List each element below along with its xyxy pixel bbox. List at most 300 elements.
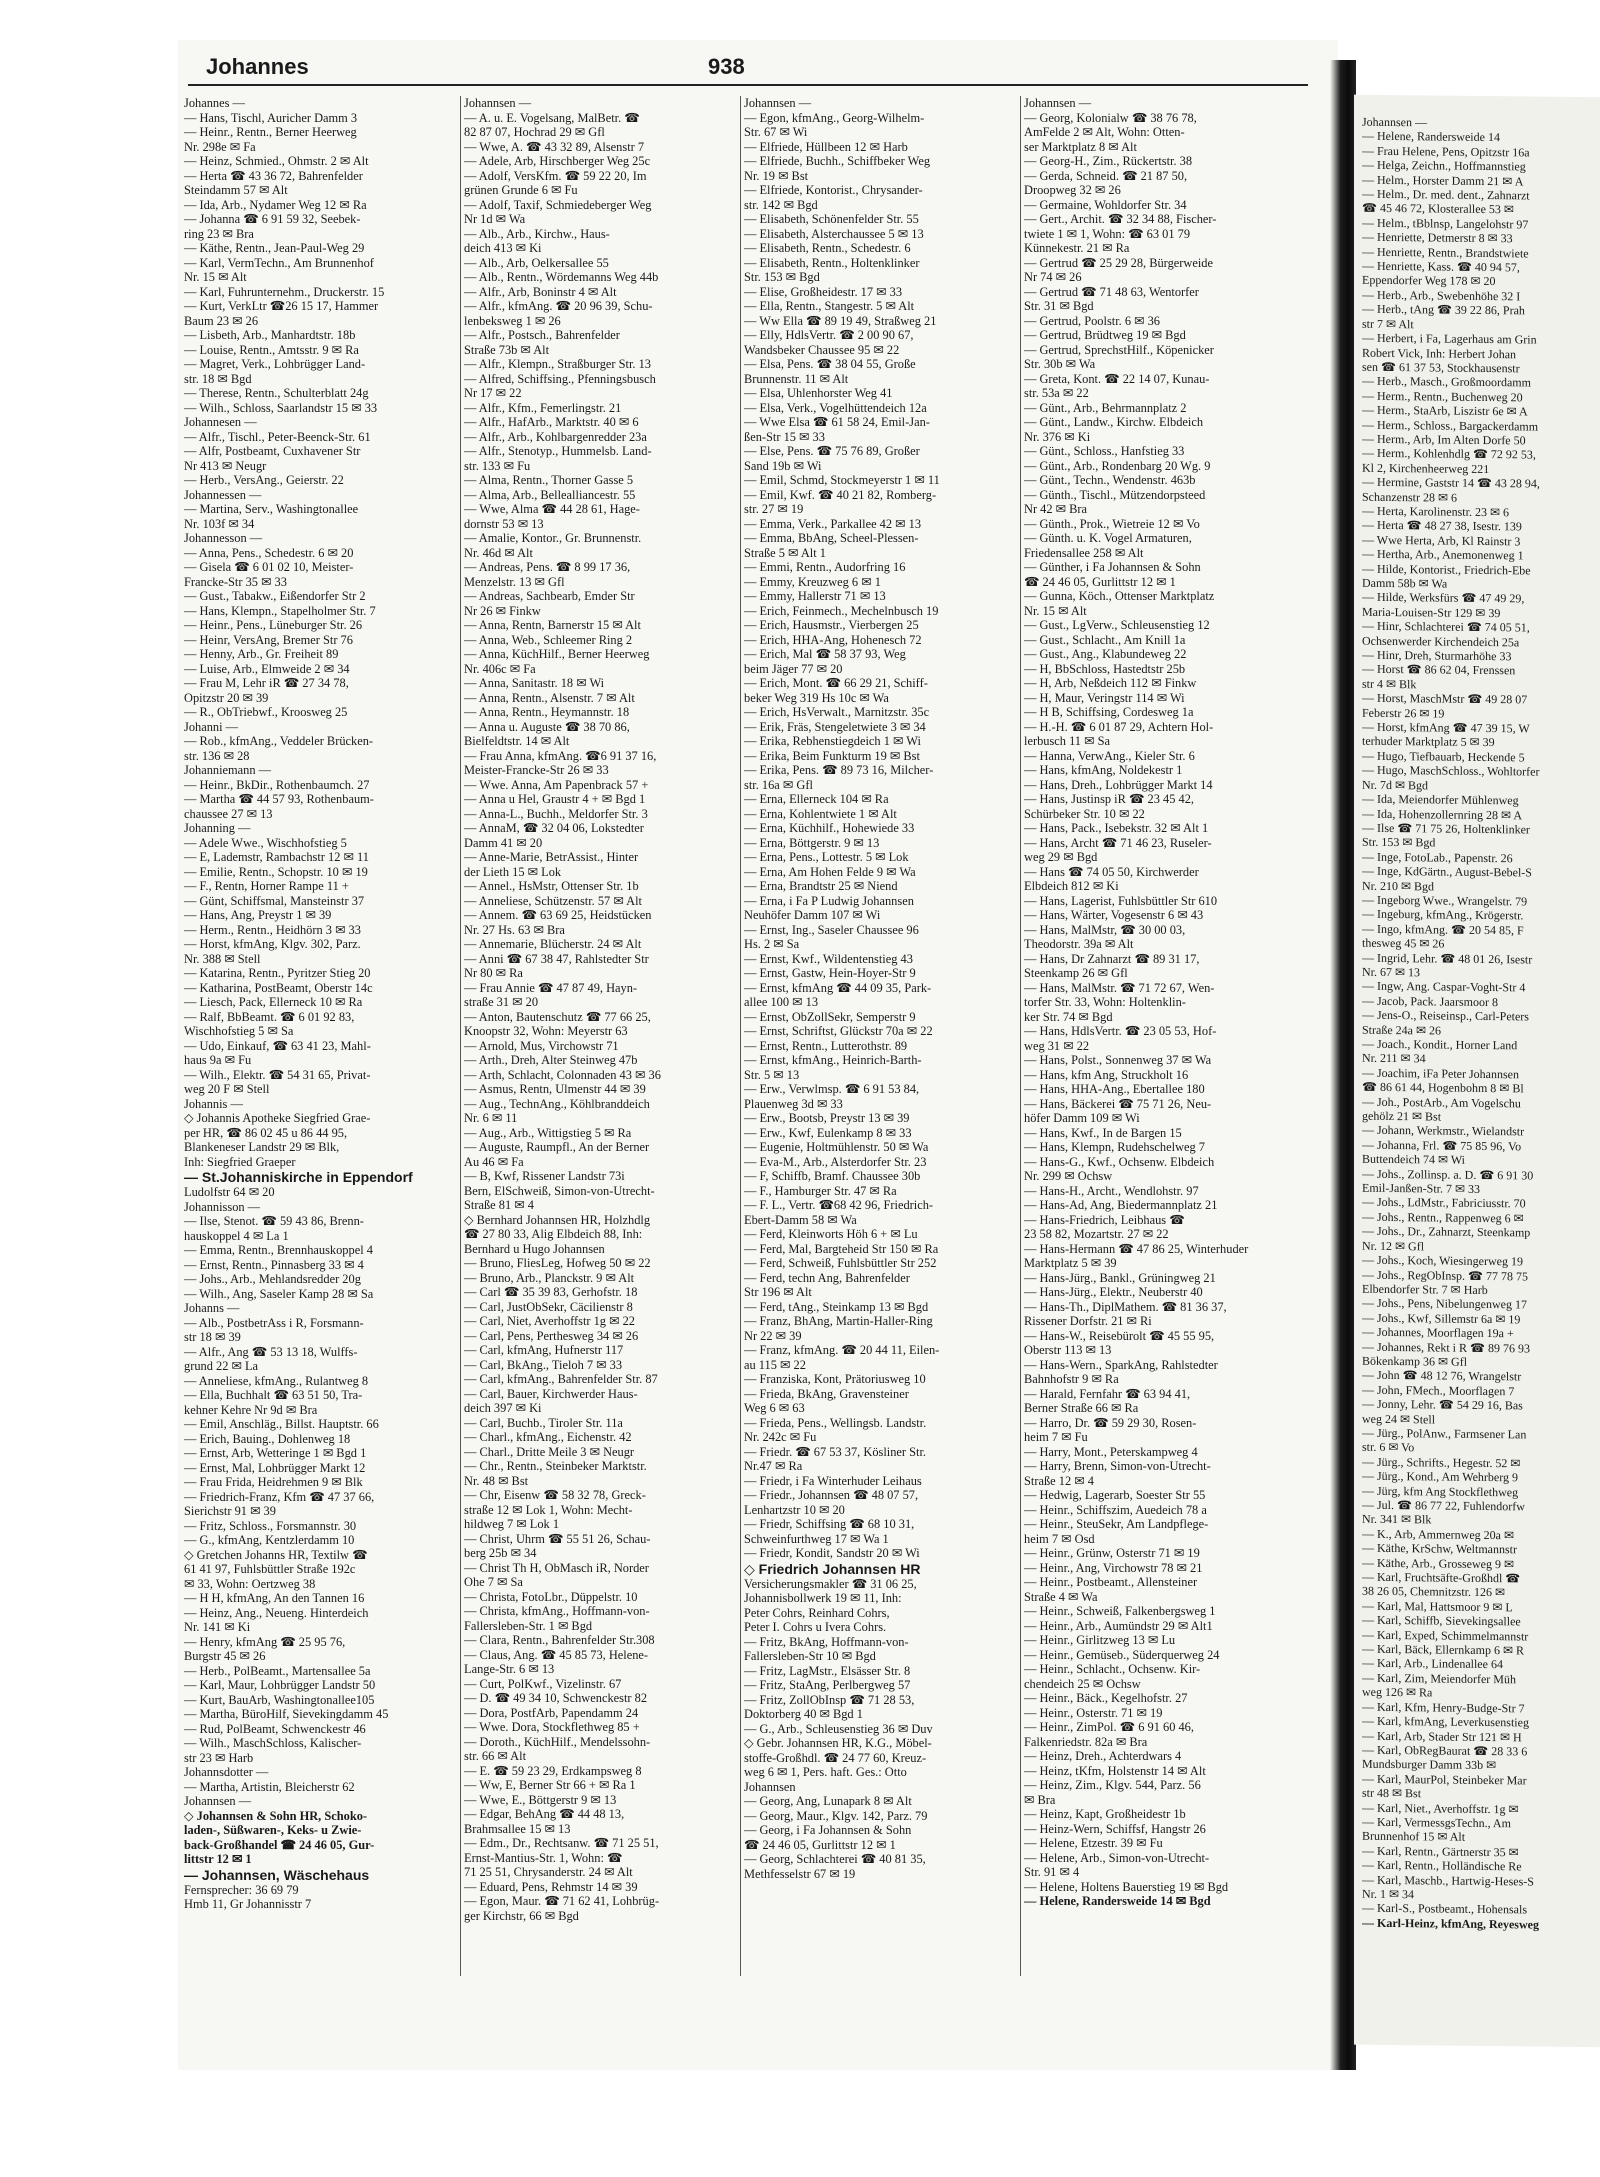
directory-entry-line: — Hans-Jürg., Elektr., Neuberstr 40 bbox=[1024, 1285, 1203, 1299]
directory-entry-line: — Erna, Ellerneck 104 ✉ Ra bbox=[744, 792, 889, 806]
directory-entry-line: — Joachim, iFa Peter Johannsen bbox=[1362, 1065, 1519, 1082]
directory-entry-line: Nr. 341 ✉ Blk bbox=[1362, 1512, 1432, 1527]
directory-entry-line: — Karl, ObRegBaurat ☎ 28 33 6 bbox=[1362, 1742, 1528, 1759]
directory-entry-line: — Christa, FotoLbr., Düppelstr. 10 bbox=[464, 1589, 638, 1604]
directory-entry-line: — Erich, Mont. ☎ 66 29 21, Schiff- bbox=[744, 676, 928, 690]
directory-entry-line: — Hans ☎ 74 05 50, Kirchwerder bbox=[1024, 864, 1199, 879]
directory-entry-line: ker Str. 74 ✉ Bgd bbox=[1024, 1009, 1113, 1024]
directory-entry-line: — Ferd, Mal, Bargteheid Str 150 ✉ Ra bbox=[744, 1241, 939, 1256]
directory-entry-line: — Karl-S., Postbeamt., Hohensals bbox=[1362, 1901, 1527, 1917]
directory-entry-line: — Hans, HdlsVertr. ☎ 23 05 53, Hof- bbox=[1024, 1024, 1217, 1038]
directory-entry-line: Brunnenstr. 11 ✉ Alt bbox=[744, 371, 849, 386]
directory-entry-line: Nr. 6 ✉ 11 bbox=[464, 1111, 518, 1125]
directory-entry-line: — Henny, Arb., Gr. Freiheit 89 bbox=[184, 647, 339, 661]
directory-entry-line: Johannisson — bbox=[184, 1199, 261, 1214]
directory-entry-line: weg 6 ✉ 1, Pers. haft. Ges.: Otto bbox=[744, 1765, 907, 1779]
directory-entry-line: lerbusch 11 ✉ Sa bbox=[1024, 734, 1110, 748]
directory-entry-line: Knoopstr 32, Wohn: Meyerstr 63 bbox=[464, 1024, 628, 1038]
column-1 bbox=[184, 96, 454, 1976]
directory-entry-line: — Christa, kfmAng., Hoffmann-von- bbox=[464, 1604, 650, 1618]
directory-entry-line: — Hans, kfmAng, Noldekestr 1 bbox=[1024, 763, 1183, 777]
directory-entry-line: — Anton, Bautenschutz ☎ 77 66 25, bbox=[464, 1009, 651, 1024]
directory-entry-line: Nr 413 ✉ Neugr bbox=[184, 458, 267, 473]
directory-entry-line: Nr. 406c ✉ Fa bbox=[464, 661, 536, 676]
directory-entry-line: — Carl, kfmAng, Hufnerstr 117 bbox=[464, 1343, 624, 1357]
directory-entry-line: — Harry, Mont., Peterskampweg 4 bbox=[1024, 1444, 1198, 1459]
directory-entry-line: ◇ Gebr. Johannsen HR, K.G., Möbel- bbox=[744, 1736, 932, 1750]
directory-entry-line: — Germaine, Wohldorfer Str. 34 bbox=[1024, 197, 1187, 212]
directory-entry-line: — Frau Helene, Pens, Opitzstr 16a bbox=[1362, 143, 1530, 160]
directory-entry-line: — Christ Th H, ObMasch iR, Norder bbox=[464, 1560, 649, 1575]
directory-entry-line: — Heinr., Postbeamt., Allensteiner bbox=[1024, 1575, 1198, 1589]
directory-entry-line: — Karl, Kfm, Henry-Budge-Str 7 bbox=[1362, 1699, 1525, 1716]
directory-entry-line: — Hans, Klempn, Rudehschelweg 7 bbox=[1024, 1140, 1206, 1154]
directory-entry-line: — Ferd, techn Ang, Bahrenfelder bbox=[744, 1270, 910, 1285]
directory-entry-line: — Ernst, Gastw, Hein-Hoyer-Str 9 bbox=[744, 966, 916, 980]
directory-entry-line: — Erich, Mal ☎ 58 37 93, Weg bbox=[744, 647, 906, 661]
directory-entry-line: Ludolfstr 64 ✉ 20 bbox=[184, 1185, 275, 1199]
directory-entry-line: — Heinr., Rentn., Berner Heerweg bbox=[184, 125, 357, 139]
directory-entry-line: — Frau Annie ☎ 47 87 49, Hayn- bbox=[464, 980, 638, 995]
directory-entry-line: — Alfr, Postbeamt, Cuxhavener Str bbox=[184, 444, 361, 458]
directory-entry-line: Friedensallee 258 ✉ Alt bbox=[1024, 545, 1144, 560]
directory-entry-line: — Elsa, Uhlenhorster Weg 41 bbox=[744, 386, 893, 400]
book-spine bbox=[1330, 60, 1356, 2070]
directory-entry-line: — Anne-Marie, BetrAssist., Hinter bbox=[464, 850, 639, 864]
directory-entry-line: — Heinr., Ang, Virchowstr 78 ✉ 21 bbox=[1024, 1560, 1203, 1575]
directory-entry-line: — AnnaM, ☎ 32 04 06, Lokstedter bbox=[464, 821, 644, 835]
directory-entry-line: — Johs., Arb., Mehlandsredder 20g bbox=[184, 1272, 361, 1286]
directory-entry-line: — Fritz, LagMstr., Elsässer Str. 8 bbox=[744, 1663, 911, 1678]
directory-entry-line: — Gert., Archit. ☎ 32 34 88, Fischer- bbox=[1024, 212, 1217, 226]
directory-entry-line: — Ernst, Rentn., Lutterothstr. 89 bbox=[744, 1038, 908, 1053]
directory-entry-line: — Helene, Randersweide 14 ✉ Bgd bbox=[1024, 1894, 1211, 1908]
directory-entry-line: Weg 6 ✉ 63 bbox=[744, 1401, 805, 1415]
directory-entry-line: — K., Arb, Ammernweg 20a ✉ bbox=[1362, 1526, 1515, 1543]
directory-entry-line: weg 24 ✉ Stell bbox=[1362, 1411, 1436, 1427]
directory-entry-line: — Fritz, Schloss., Forsmannstr. 30 bbox=[184, 1518, 357, 1533]
directory-entry-line: — Johs., Koch, Wiesingerweg 19 bbox=[1362, 1252, 1523, 1269]
directory-entry-line: — Günther, i Fa Johannsen & Sohn bbox=[1024, 560, 1201, 574]
directory-entry-line: — Friedrich-Franz, Kfm ☎ 47 37 66, bbox=[184, 1489, 375, 1504]
directory-entry-line: grünen Grunde 6 ✉ Fu bbox=[464, 183, 578, 197]
directory-entry-line: — Johannes, Rekt i R ☎ 89 76 93 bbox=[1362, 1339, 1530, 1356]
directory-entry-line: Johannsen bbox=[744, 1779, 796, 1794]
directory-entry-line: — Herta ☎ 48 27 38, Isestr. 139 bbox=[1362, 518, 1522, 534]
directory-entry-line: — Edgar, BehAng ☎ 44 48 13, bbox=[464, 1807, 625, 1821]
directory-entry-line: der Lieth 15 ✉ Lok bbox=[464, 864, 562, 879]
directory-entry-line: — Horst, MaschMstr ☎ 49 28 07 bbox=[1362, 690, 1528, 707]
directory-entry-line: — Karl, Bäck, Ellernkamp 6 ✉ R bbox=[1362, 1641, 1525, 1658]
directory-entry-line: — Erna, Brandtstr 25 ✉ Niend bbox=[744, 879, 898, 893]
column-3 bbox=[744, 96, 1014, 1976]
directory-entry-line: Johannsen — bbox=[744, 96, 812, 110]
directory-entry-line: — Herb., Masch., Großmoordamm bbox=[1362, 374, 1531, 390]
directory-entry-line: — Frieda, Pens., Wellingsb. Landstr. bbox=[744, 1415, 927, 1430]
directory-entry-line: Str. 67 ✉ Wi bbox=[744, 125, 808, 139]
directory-entry-line: — Heinr., Pens., Lüneburger Str. 26 bbox=[184, 618, 363, 632]
directory-entry-line: — Johann, Werkmstr., Wielandstr bbox=[1362, 1123, 1525, 1139]
directory-entry-line: — Andreas, Pens. ☎ 8 99 17 36, bbox=[464, 560, 631, 574]
directory-entry-line: Straße 73b ✉ Alt bbox=[464, 342, 550, 357]
directory-entry-line: — Edm., Dr., Rechtsanw. ☎ 71 25 51, bbox=[464, 1836, 659, 1850]
directory-entry-line: Hmb 11, Gr Johannisstr 7 bbox=[184, 1897, 312, 1911]
directory-entry-line: hildweg 7 ✉ Lok 1 bbox=[464, 1517, 560, 1531]
directory-entry-line: — Heinr., ZimPol. ☎ 6 91 60 46, bbox=[1024, 1720, 1194, 1734]
directory-entry-line: Nr. 210 ✉ Bgd bbox=[1362, 878, 1435, 894]
directory-entry-line: — Alfr., Ang ☎ 53 13 18, Wulffs- bbox=[184, 1344, 358, 1359]
directory-entry-line: ✉ Bra bbox=[1024, 1792, 1056, 1807]
directory-entry-line: — Hinr, Dreh, Sturmarhöhe 33 bbox=[1362, 647, 1512, 664]
directory-entry-line: — Emil, Schmd, Stockmeyerstr 1 ✉ 11 bbox=[744, 473, 940, 487]
directory-entry-line: — Günth. u. K. Vogel Armaturen, bbox=[1024, 531, 1192, 545]
directory-entry-line: Ohe 7 ✉ Sa bbox=[464, 1575, 523, 1589]
directory-entry-line: Johannsen — bbox=[464, 96, 532, 110]
directory-entry-line: — Helene, Arb., Simon-von-Utrecht- bbox=[1024, 1850, 1210, 1865]
directory-entry-line: — H.-H. ☎ 6 01 87 29, Achtern Hol- bbox=[1024, 719, 1214, 734]
directory-entry-line: — Elsa, Pens. ☎ 38 04 55, Große bbox=[744, 357, 916, 371]
directory-entry-line: ✉ 33, Wohn: Oertzweg 38 bbox=[184, 1576, 316, 1591]
directory-entry-line: Maria-Louisen-Str 129 ✉ 39 bbox=[1362, 604, 1501, 620]
directory-entry-line: Sand 19b ✉ Wi bbox=[744, 458, 822, 473]
directory-entry-line: — Helene, Randersweide 14 bbox=[1362, 129, 1500, 145]
directory-entry-line: — Helm., Dr. med. dent., Zahnarzt bbox=[1362, 186, 1530, 203]
directory-entry-line: — Hedwig, Lagerarb, Soester Str 55 bbox=[1024, 1488, 1206, 1502]
directory-entry-line: — Horst, kfmAng ☎ 47 39 15, W bbox=[1362, 719, 1530, 736]
directory-entry-line: Nr. 376 ✉ Ki bbox=[1024, 429, 1091, 444]
directory-entry-line: — Wwe. Anna, Am Papenbrack 57 + bbox=[464, 777, 649, 792]
directory-entry-line: — Heinr, VersAng, Bremer Str 76 bbox=[184, 632, 353, 647]
directory-entry-line: — Alfr., Arb., Kohlbargenredder 23a bbox=[464, 429, 647, 444]
directory-entry-line: — Herb., Arb., Swebenhöhe 32 I bbox=[1362, 287, 1521, 304]
directory-entry-line: — Curt, PolKwf., Vizelinstr. 67 bbox=[464, 1676, 622, 1691]
directory-entry-line: — Hans, Kwf., In de Bargen 15 bbox=[1024, 1125, 1182, 1140]
directory-entry-line: — Gertrud, Poolstr. 6 ✉ 36 bbox=[1024, 313, 1161, 328]
directory-entry-line: — H, BbSchloss, Hastedtstr 25b bbox=[1024, 661, 1186, 676]
directory-entry-line: Nr 42 ✉ Bra bbox=[1024, 502, 1088, 516]
directory-entry-line: — Johs., Kwf, Sillemstr 6a ✉ 19 bbox=[1362, 1310, 1521, 1327]
directory-entry-line: — Emma, Verk., Parkallee 42 ✉ 13 bbox=[744, 516, 922, 531]
directory-entry-line: — Karl, Fuhrunternehm., Druckerstr. 15 bbox=[184, 284, 385, 299]
directory-entry-line: — Wilh., Ang, Saseler Kamp 28 ✉ Sa bbox=[184, 1286, 374, 1301]
directory-entry-line: — Günt., Arb., Rondenbarg 20 Wg. 9 bbox=[1024, 458, 1211, 473]
directory-entry-line: Burgstr 45 ✉ 26 bbox=[184, 1649, 266, 1663]
directory-entry-line: — Bruno, FliesLeg, Hofweg 50 ✉ 22 bbox=[464, 1256, 651, 1270]
directory-entry-line: str. 27 ✉ 19 bbox=[744, 502, 804, 516]
directory-entry-line: Nr. 1 ✉ 34 bbox=[1362, 1886, 1415, 1902]
directory-entry-line: — Erika, Beim Funkturm 19 ✉ Bst bbox=[744, 748, 920, 763]
directory-entry-line: — Inge, KdGärtn., August-Bebel-S bbox=[1362, 863, 1532, 880]
directory-entry-line: — Wilh., MaschSchloss, Kalischer- bbox=[184, 1736, 362, 1750]
column-2 bbox=[464, 96, 734, 1976]
column-divider bbox=[740, 96, 741, 1976]
directory-entry-line: str. 18 ✉ Bgd bbox=[184, 371, 252, 386]
directory-entry-line: — Heinr., SteuSekr, Am Landpflege- bbox=[1024, 1517, 1209, 1531]
directory-entry-line: — Chr., Rentn., Steinbeker Marktstr. bbox=[464, 1459, 647, 1473]
directory-entry-line: — Emilie, Rentn., Schopstr. 10 ✉ 19 bbox=[184, 864, 368, 879]
directory-entry-line: Bernhard u Hugo Johannsen bbox=[464, 1241, 605, 1256]
directory-entry-line: — Alma, Rentn., Thorner Gasse 5 bbox=[464, 473, 634, 487]
directory-entry-line: haus 9a ✉ Fu bbox=[184, 1053, 252, 1067]
directory-entry-line: — Heinz, Zim., Klgv. 544, Parz. 56 bbox=[1024, 1778, 1201, 1792]
directory-entry-line: twiete 1 ✉ 1, Wohn: ☎ 63 01 79 bbox=[1024, 226, 1191, 241]
directory-entry-line: Johanning — bbox=[184, 821, 251, 835]
directory-entry-line: str. 136 ✉ 28 bbox=[184, 748, 250, 763]
directory-entry-line: — Alfred, Schiffsing., Pfenningsbusch bbox=[464, 371, 656, 386]
directory-entry-line: ☎ 86 61 44, Hogenbohm 8 ✉ Bl bbox=[1362, 1079, 1524, 1096]
directory-entry-line: Nr. 48 ✉ Bst bbox=[464, 1473, 529, 1488]
directory-entry-line: — F. L., Vertr. ☎68 42 96, Friedrich- bbox=[744, 1198, 934, 1212]
directory-entry-line: — A. u. E. Vogelsang, MalBetr. ☎ bbox=[464, 110, 640, 125]
directory-entry-line: grund 22 ✉ La bbox=[184, 1359, 259, 1373]
directory-entry-line: thesweg 45 ✉ 26 bbox=[1362, 935, 1445, 951]
directory-entry-line: Nr 22 ✉ 39 bbox=[744, 1328, 802, 1343]
directory-entry-line: ◇ Friedrich Johannsen HR bbox=[744, 1560, 921, 1577]
directory-entry-line: — Franziska, Kont, Prätoriusweg 10 bbox=[744, 1372, 926, 1386]
directory-entry-line: — Jürg., Kond., Am Wehrberg 9 bbox=[1362, 1468, 1519, 1485]
directory-entry-line: — Carl ☎ 35 39 83, Gerhofstr. 18 bbox=[464, 1285, 638, 1299]
directory-entry-line: — Kurt, BauArb, Washingtonallee105 bbox=[184, 1692, 375, 1707]
directory-entry-line: — Erik, Fräs, Stengeletwiete 3 ✉ 34 bbox=[744, 719, 926, 734]
directory-entry-line: — Anna, KüchHilf., Berner Heerweg bbox=[464, 647, 650, 661]
directory-entry-line: Bielfeldtstr. 14 ✉ Alt bbox=[464, 734, 570, 748]
directory-entry-line: — Günth., Tischl., Mützendorpsteed bbox=[1024, 487, 1206, 502]
directory-entry-line: — Friedr., Johannsen ☎ 48 07 57, bbox=[744, 1488, 919, 1502]
directory-entry-line: — Martha ☎ 44 57 93, Rothenbaum- bbox=[184, 792, 374, 806]
directory-entry-line: — Georg-H., Zim., Rückertstr. 38 bbox=[1024, 154, 1193, 168]
directory-entry-line: — Hermine, Gaststr 14 ☎ 43 28 94, bbox=[1362, 474, 1540, 491]
directory-entry-line: — Christ, Uhrm ☎ 55 51 26, Schau- bbox=[464, 1531, 651, 1546]
directory-entry-line: — Henriette, Rentn., Brandstwiete bbox=[1362, 244, 1529, 261]
directory-entry-line: — Friedr, i Fa Winterhuder Leihaus bbox=[744, 1473, 922, 1488]
directory-entry-line: — Carl, Pens, Perthesweg 34 ✉ 26 bbox=[464, 1328, 639, 1343]
directory-entry-line: — Greta, Kont. ☎ 22 14 07, Kunau- bbox=[1024, 371, 1210, 386]
directory-entry-line: — F., Rentn, Horner Rampe 11 + bbox=[184, 879, 349, 893]
directory-entry-line: ◇ Johannsen & Sohn HR, Schoko- bbox=[184, 1808, 368, 1823]
directory-entry-line: — Liesch, Pack, Ellerneck 10 ✉ Ra bbox=[184, 995, 363, 1009]
directory-entry-line: — Hinr, Schlachterei ☎ 74 05 51, bbox=[1362, 618, 1530, 635]
directory-entry-line: — Anna, Rentn., Alsenstr. 7 ✉ Alt bbox=[464, 690, 635, 705]
directory-entry-line: — Herm., Rentn., Buchenweg 20 bbox=[1362, 388, 1523, 405]
directory-entry-line: — Rob., kfmAng., Veddeler Brücken- bbox=[184, 734, 374, 748]
directory-entry-line: — Alfr., Arb, Boninstr 4 ✉ Alt bbox=[464, 284, 617, 299]
directory-entry-line: — Alfr., Klempn., Straßburger Str. 13 bbox=[464, 357, 651, 371]
directory-entry-line: str. 133 ✉ Fu bbox=[464, 458, 531, 473]
directory-entry-line: — Herbert, i Fa, Lagerhaus am Grin bbox=[1362, 330, 1537, 347]
directory-entry-line: str. 16a ✉ Gfl bbox=[744, 777, 813, 792]
directory-entry-line: — Ernst, Kwf., Wildentenstieg 43 bbox=[744, 951, 913, 966]
directory-entry-line: Johannesen — bbox=[184, 415, 257, 429]
directory-entry-line: — Annem. ☎ 63 69 25, Heidstücken bbox=[464, 908, 652, 922]
directory-entry-line: — Alfr., HafArb., Marktstr. 40 ✉ 6 bbox=[464, 415, 639, 429]
directory-entry-line: Elbendorfer Str. 7 ✉ Harb bbox=[1362, 1281, 1488, 1297]
directory-entry-line: Theodorstr. 39a ✉ Alt bbox=[1024, 937, 1134, 951]
directory-entry-line: Straße 81 ✉ 4 bbox=[464, 1198, 534, 1212]
directory-entry-line: — Emmy, Hallerstr 71 ✉ 13 bbox=[744, 589, 886, 603]
directory-entry-line: sen ☎ 61 37 53, Stockhausenstr bbox=[1362, 359, 1520, 376]
directory-entry-line: — Arnold, Mus, Virchowstr 71 bbox=[464, 1038, 619, 1053]
directory-entry-line: — Johs., Zollinsp. a. D. ☎ 6 91 30 bbox=[1362, 1166, 1534, 1183]
directory-entry-line: Künnekestr. 21 ✉ Ra bbox=[1024, 241, 1130, 255]
directory-entry-line: Nr. 67 ✉ 13 bbox=[1362, 964, 1421, 980]
directory-entry-line: — G., kfmAng, Kentzlerdamm 10 bbox=[184, 1533, 355, 1547]
directory-entry-line: str. 66 ✉ Alt bbox=[464, 1749, 527, 1763]
directory-entry-line: Peter Cohrs, Reinhard Cohrs, bbox=[744, 1605, 890, 1620]
directory-entry-line: — Franz, BhAng, Martin-Haller-Ring bbox=[744, 1314, 933, 1328]
directory-entry-line: — Herm., Schloss., Bargackerdamm bbox=[1362, 417, 1539, 434]
directory-entry-line: — Gust., Tabakw., Eißendorfer Str 2 bbox=[184, 589, 366, 603]
directory-entry-line: — Erika, Pens. ☎ 89 73 16, Milcher- bbox=[744, 763, 934, 777]
directory-entry-line: — Ww Ella ☎ 89 19 49, Straßweg 21 bbox=[744, 313, 937, 328]
directory-entry-line: Johannesson — bbox=[184, 531, 263, 545]
directory-entry-line: — Dora, PostfArb, Papendamm 24 bbox=[464, 1705, 639, 1720]
directory-entry-line: lenbeksweg 1 ✉ 26 bbox=[464, 313, 561, 328]
directory-entry-line: str 4 ✉ Blk bbox=[1362, 676, 1417, 692]
directory-entry-line: — Hans, Dr Zahnarzt ☎ 89 31 17, bbox=[1024, 951, 1200, 966]
directory-entry-line: Lenhartzstr 10 ✉ 20 bbox=[744, 1502, 845, 1517]
directory-entry-line: — Heinz, Kapt, Großheidestr 1b bbox=[1024, 1807, 1186, 1821]
directory-entry-line: — Herb., tAng ☎ 39 22 86, Prah bbox=[1362, 302, 1525, 318]
directory-entry-line: deich 413 ✉ Ki bbox=[464, 241, 542, 255]
directory-entry-line: — Karl, Maschb., Hartwig-Heses-S bbox=[1362, 1872, 1534, 1889]
directory-entry-line: — Erna, Pens., Lottestr. 5 ✉ Lok bbox=[744, 850, 909, 864]
directory-entry-line: — Heinz, Schmied., Ohmstr. 2 ✉ Alt bbox=[184, 154, 369, 168]
directory-entry-line: — Auguste, Raumpfl., An der Berner bbox=[464, 1140, 650, 1154]
directory-entry-line: — F, Schiffb, Bramf. Chaussee 30b bbox=[744, 1169, 921, 1183]
directory-entry-line: — Joach., Kondit., Horner Land bbox=[1362, 1036, 1518, 1053]
directory-entry-line: Str. 5 ✉ 13 bbox=[744, 1067, 800, 1082]
directory-entry-line: — Ralf, BbBeamt. ☎ 6 01 92 83, bbox=[184, 1009, 355, 1024]
directory-entry-line: — Hilde, Werksfürs ☎ 47 49 29, bbox=[1362, 590, 1525, 606]
directory-entry-line: Johannis — bbox=[184, 1096, 243, 1111]
directory-entry-line: 82 87 07, Hochrad 29 ✉ Gfl bbox=[464, 125, 605, 139]
directory-entry-line: — Frau Frida, Heidrehmen 9 ✉ Blk bbox=[184, 1475, 363, 1489]
directory-entry-line: — Ernst, Schriftst, Glückstr 70a ✉ 22 bbox=[744, 1024, 933, 1038]
directory-entry-line: — Georg, Kolonialw ☎ 38 76 78, bbox=[1024, 110, 1197, 125]
directory-entry-line: — Johanna ☎ 6 91 59 32, Seebek- bbox=[184, 212, 361, 226]
directory-entry-line: weg 29 ✉ Bgd bbox=[1024, 850, 1098, 864]
directory-entry-line: ☎ 24 46 05, Gurlittstr 12 ✉ 1 bbox=[1024, 574, 1176, 589]
directory-entry-line: weg 31 ✉ 22 bbox=[1024, 1038, 1090, 1053]
directory-entry-line: — Heinr., Arb., Aumündstr 29 ✉ Alt1 bbox=[1024, 1618, 1213, 1633]
directory-entry-line: — F., Hamburger Str. 47 ✉ Ra bbox=[744, 1183, 897, 1198]
directory-entry-line: — Karl-Heinz, kfmAng, Reyesweg bbox=[1362, 1915, 1539, 1932]
directory-entry-line: — Günt., Techn., Wendenstr. 463b bbox=[1024, 473, 1196, 487]
directory-entry-line: — H H, kfmAng, An den Tannen 16 bbox=[184, 1591, 365, 1605]
directory-entry-line: — R., ObTriebwf., Kroosweg 25 bbox=[184, 705, 348, 719]
directory-entry-line: — Hans, Pack., Isebekstr. 32 ✉ Alt 1 bbox=[1024, 821, 1209, 835]
directory-entry-line: Nr. 15 ✉ Alt bbox=[1024, 603, 1087, 618]
directory-entry-line: Lange-Str. 6 ✉ 13 bbox=[464, 1662, 555, 1676]
directory-entry-line: — Fritz, StaAng, Perlbergweg 57 bbox=[744, 1678, 911, 1692]
directory-entry-line: — Erna, i Fa P Ludwig Johannsen bbox=[744, 893, 914, 908]
directory-entry-line: — Harry, Brenn, Simon-von-Utrecht- bbox=[1024, 1459, 1211, 1473]
directory-entry-line: — Henriette, Kass. ☎ 40 94 57, bbox=[1362, 258, 1520, 275]
directory-entry-line: — Eva-M., Arb., Alsterdorfer Str. 23 bbox=[744, 1154, 927, 1169]
directory-entry-line: 71 25 51, Chrysanderstr. 24 ✉ Alt bbox=[464, 1865, 633, 1879]
directory-entry-line: Damm 58b ✉ Wa bbox=[1362, 575, 1448, 591]
directory-entry-line: — Adolf, VersKfm. ☎ 59 22 20, Im bbox=[464, 168, 647, 183]
directory-entry-line: Methfesselstr 67 ✉ 19 bbox=[744, 1866, 856, 1881]
directory-entry-line: straße 12 ✉ Lok 1, Wohn: Mecht- bbox=[464, 1502, 633, 1517]
directory-entry-line: Str. 153 ✉ Bgd bbox=[744, 270, 820, 284]
directory-entry-line: — Elfriede, Buchh., Schiffbeker Weg bbox=[744, 154, 931, 168]
directory-entry-line: — E. ☎ 59 23 29, Erdkampsweg 8 bbox=[464, 1763, 642, 1778]
directory-entry-line: Feberstr 26 ✉ 19 bbox=[1362, 705, 1445, 721]
header-rule bbox=[188, 84, 1308, 86]
directory-entry-line: Nr. 7d ✉ Bgd bbox=[1362, 777, 1429, 793]
directory-entry-line: Fallersleben-Str. 1 ✉ Bgd bbox=[464, 1618, 593, 1633]
directory-entry-line: Nr. 15 ✉ Alt bbox=[184, 270, 247, 284]
directory-entry-line: ger Kirchstr, 66 ✉ Bgd bbox=[464, 1908, 579, 1923]
directory-entry-line: — Charl., Dritte Meile 3 ✉ Neugr bbox=[464, 1444, 635, 1459]
directory-entry-line: — Horst ☎ 86 62 04, Frenssen bbox=[1362, 662, 1516, 678]
directory-entry-line: — Clara, Rentn., Bahrenfelder Str.308 bbox=[464, 1633, 655, 1647]
directory-entry-line: — Heinr., Schlacht., Ochsenw. Kir- bbox=[1024, 1662, 1201, 1676]
directory-entry-line: au 115 ✉ 22 bbox=[744, 1357, 806, 1372]
directory-entry-line: straße 31 ✉ 20 bbox=[464, 995, 539, 1009]
directory-entry-line: — Anna, Pens., Schedestr. 6 ✉ 20 bbox=[184, 545, 354, 560]
directory-entry-line: — Fritz, BkAng, Hoffmann-von- bbox=[744, 1634, 909, 1649]
directory-entry-line: — Günt., Arb., Behrmannplatz 2 bbox=[1024, 400, 1187, 415]
directory-entry-line: — Andreas, Sachbearb, Emder Str bbox=[464, 589, 635, 603]
directory-entry-line: str 18 ✉ 39 bbox=[184, 1330, 241, 1344]
directory-entry-line: — Hans, Tischl, Auricher Damm 3 bbox=[184, 110, 358, 125]
directory-entry-line: — Louise, Rentn., Amtsstr. 9 ✉ Ra bbox=[184, 342, 359, 357]
directory-entry-line: — Ingo, kfmAng. ☎ 20 54 85, F bbox=[1362, 921, 1524, 938]
directory-entry-line: laden-, Süßwaren-, Keks- u Zwie- bbox=[184, 1823, 362, 1837]
column-4 bbox=[1024, 96, 1294, 1976]
directory-entry-line: — Aug., TechnAng., Köhlbranddeich bbox=[464, 1096, 650, 1111]
directory-entry-line: — Harro, Dr. ☎ 59 29 30, Rosen- bbox=[1024, 1415, 1197, 1430]
directory-entry-line: — Ww, E, Berner Str 66 + ✉ Ra 1 bbox=[464, 1778, 636, 1792]
directory-entry-line: — Harald, Fernfahr ☎ 63 94 41, bbox=[1024, 1386, 1191, 1401]
directory-entry-line: — Erw., Bootsb, Preystr 13 ✉ 39 bbox=[744, 1111, 910, 1125]
directory-entry-line: — Ida, Arb., Nydamer Weg 12 ✉ Ra bbox=[184, 197, 367, 212]
directory-entry-line: Straße 12 ✉ 4 bbox=[1024, 1473, 1094, 1488]
directory-entry-line: — Ernst, Mal, Lohbrügger Markt 12 bbox=[184, 1460, 366, 1475]
directory-entry-line: — Jürg, kfm Ang Stockflethweg bbox=[1362, 1483, 1519, 1499]
directory-entry-line: — Wwe, E., Böttgerstr 9 ✉ 13 bbox=[464, 1792, 617, 1807]
directory-entry-line: — Wilh., Elektr. ☎ 54 31 65, Privat- bbox=[184, 1067, 371, 1082]
directory-entry-line: — Elfriede, Hüllbeen 12 ✉ Harb bbox=[744, 139, 908, 154]
directory-entry-line: — Emil, Kwf. ☎ 40 21 82, Romberg- bbox=[744, 487, 937, 502]
directory-entry-line: kehner Kehre Nr 9d ✉ Bra bbox=[184, 1402, 318, 1417]
directory-entry-line: — Ernst, kfmAng ☎ 44 09 35, Park- bbox=[744, 980, 932, 995]
directory-entry-line: str 7 ✉ Alt bbox=[1362, 316, 1414, 331]
directory-entry-line: — Asmus, Rentn, Ulmenstr 44 ✉ 39 bbox=[464, 1082, 646, 1096]
directory-entry-line: — Günt, Schiffsmal, Mansteinstr 37 bbox=[184, 893, 365, 908]
directory-entry-line: — Arth, Schlacht, Colonnaden 43 ✉ 36 bbox=[464, 1067, 661, 1082]
directory-entry-line: — Elly, HdlsVertr. ☎ 2 00 90 67, bbox=[744, 328, 914, 342]
directory-entry-line: — Helene, Etzestr. 39 ✉ Fu bbox=[1024, 1836, 1163, 1850]
directory-entry-line: Nr 26 ✉ Finkw bbox=[464, 603, 541, 618]
directory-entry-line: — Hans-H., Archt., Wendlohstr. 97 bbox=[1024, 1183, 1199, 1198]
directory-entry-line: — Ilse, Stenot. ☎ 59 43 86, Brenn- bbox=[184, 1214, 364, 1228]
directory-entry-line: — Carl, kfmAng., Bahrenfelder Str. 87 bbox=[464, 1372, 658, 1386]
directory-entry-line: Robert Vick, Inh: Herbert Johan bbox=[1362, 345, 1517, 361]
directory-entry-line: — Hans, Dreh., Lohbrügger Markt 14 bbox=[1024, 777, 1213, 792]
directory-entry-line: str. 142 ✉ Bgd bbox=[744, 197, 818, 212]
directory-entry-line: — Rud, PolBeamt, Schwenckestr 46 bbox=[184, 1721, 366, 1736]
directory-entry-line: Nr. 27 Hs. 63 ✉ Bra bbox=[464, 922, 565, 937]
directory-entry-line: — Wwe Elsa ☎ 61 58 24, Emil-Jan- bbox=[744, 415, 930, 429]
directory-entry-line: — Gertrud, Brüdtweg 19 ✉ Bgd bbox=[1024, 328, 1186, 342]
directory-entry-line: — Hans, Archt ☎ 71 46 23, Ruseler- bbox=[1024, 835, 1212, 850]
directory-entry-line: — Herb., VersAng., Geierstr. 22 bbox=[184, 473, 344, 487]
directory-entry-line: Oberstr 113 ✉ 13 bbox=[1024, 1343, 1112, 1357]
directory-entry-line: beker Weg 319 Hs 10c ✉ Wa bbox=[744, 690, 889, 705]
